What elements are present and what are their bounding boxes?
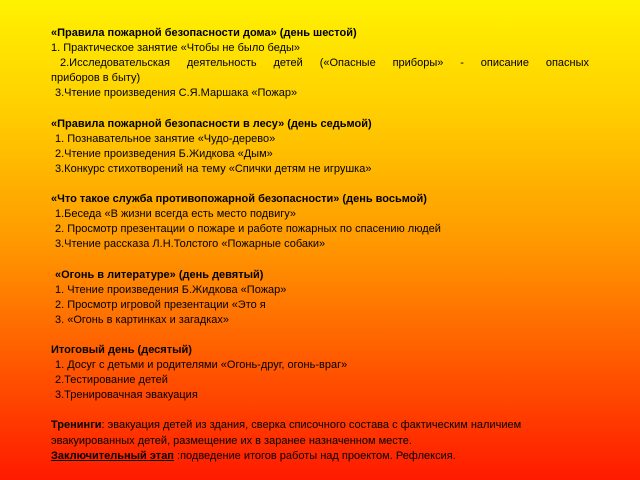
section-title-day9: «Огонь в литературе» (день девятый)	[55, 268, 264, 281]
plan-text	[51, 26, 589, 464]
list-item: 1. Практическое занятие «Чтобы не было беды»	[51, 42, 301, 55]
trainings-label: Тренинги	[51, 419, 102, 432]
trainings-line-1	[51, 418, 589, 433]
list-item: 2.Чтение произведения Б.Жидкова «Дым»	[55, 147, 273, 160]
final-stage-line	[51, 449, 589, 464]
spacer	[51, 252, 589, 267]
list-item: 3. «Огонь в картинках и загадках»	[55, 313, 230, 326]
section-title-day7: «Правила пожарной безопасности в лесу» (день седьмой)	[51, 117, 372, 130]
spacer	[51, 177, 589, 192]
trainings-text: : эвакуация детей из здания, сверка списочного состава с фактическим наличием	[101, 419, 522, 432]
list-item: 3.Чтение рассказа Л.Н.Толстого «Пожарные собаки»	[55, 238, 326, 251]
list-item: 2.Тестирование детей	[55, 374, 168, 387]
list-item: 3.Чтение произведения С.Я.Маршака «Пожар»	[55, 87, 298, 100]
spacer	[51, 328, 589, 343]
list-item: 1. Познавательное занятие «Чудо-дерево»	[55, 132, 276, 145]
section-title-day10: Итоговый день (десятый)	[51, 343, 192, 356]
list-item: 2. Просмотр презентации о пожаре и работе пожарных по спасению людей	[55, 223, 441, 236]
list-item: 2. Просмотр игровой презентации «Это я	[55, 298, 266, 311]
list-item: 1. Чтение произведения Б.Жидкова «Пожар»	[55, 283, 287, 296]
list-item: приборов в быту)	[51, 72, 141, 85]
final-stage-text: :подведение итогов работы над проектом. Рефлексия.	[173, 449, 456, 462]
list-item: 1.Беседа «В жизни всегда есть место подвигу»	[55, 208, 296, 221]
final-stage-label: Заключительный этап	[51, 449, 174, 462]
spacer	[51, 403, 589, 418]
list-item: 3.Тренировачная эвакуация	[55, 389, 198, 402]
list-item: 3.Конкурс стихотворений на тему «Спички детям не игрушка»	[55, 162, 372, 175]
section-title-day8: «Что такое служба противопожарной безопасности» (день восьмой)	[51, 193, 427, 206]
section-title-day6: «Правила пожарной безопасности дома» (день шестой)	[51, 27, 357, 39]
list-item: 1. Досуг с детьми и родителями «Огонь-друг, огонь-враг»	[55, 359, 348, 372]
list-item: 2.Исследовательская деятельность детей («Опасные приборы» - описание опасных	[60, 57, 589, 70]
spacer	[51, 101, 589, 116]
trainings-line-2: эвакуированных детей, размещение их в заранее назначенном месте.	[51, 434, 412, 447]
